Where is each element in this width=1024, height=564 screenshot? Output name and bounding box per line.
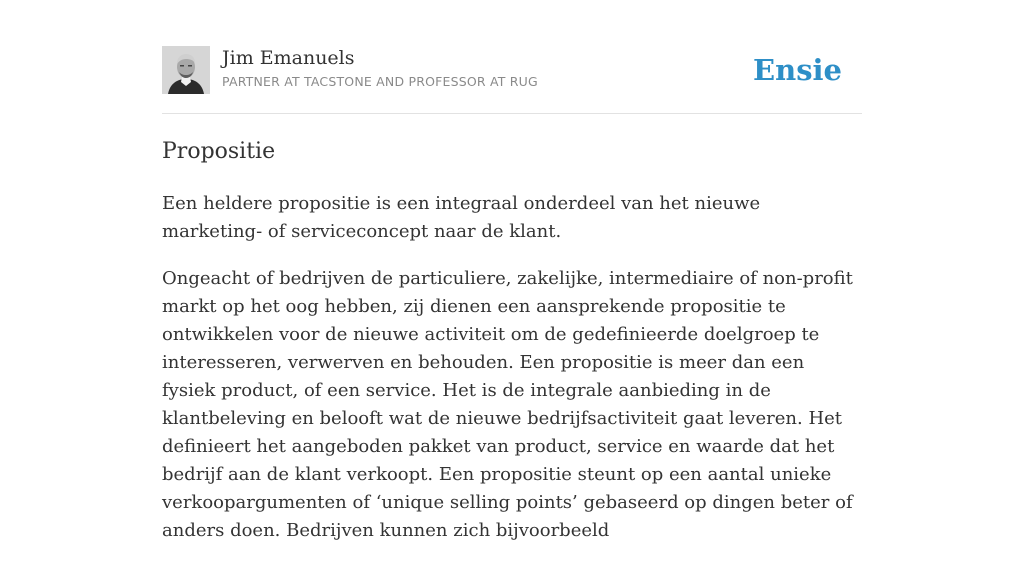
article-body: [162, 190, 862, 564]
author-title: PARTNER AT TACSTONE AND PROFESSOR AT RUG: [222, 74, 538, 89]
header: [162, 46, 862, 96]
person-portrait-icon: [162, 46, 210, 94]
ensie-logo[interactable]: Ensie: [753, 53, 842, 87]
article-paragraph-2: Ongeacht of bedrijven de particuliere, zakelijke, intermediaire of non-profit markt op het oog hebben, zij dienen een aansprekende propositie te ontwikkelen voor de nieuwe activiteit om de gedefinieerde doelgroep te interesseren, verwerven en behouden. Een propositie is meer dan een fysiek product, of een service. Het is de integrale aanbieding in de klantbeleving en belooft wat de nieuwe bedrijfsactiviteit gaat leveren. Het definieert het aangeboden pakket van product, service en waarde dat het bedrijf aan de klant verkoopt. Een propositie steunt op een aantal unieke verkoopargumenten of ‘unique selling points’ gebaseerd op dingen beter of anders doen. Bedrijven kunnen zich bijvoorbeeld: [162, 268, 853, 541]
avatar[interactable]: [162, 46, 210, 94]
author-name[interactable]: Jim Emanuels: [222, 47, 355, 69]
header-divider: [162, 113, 862, 114]
article-title: Propositie: [162, 139, 276, 164]
article-paragraph-1: Een heldere propositie is een integraal onderdeel van het nieuwe marketing- of serviceconcept naar de klant.: [162, 193, 761, 242]
